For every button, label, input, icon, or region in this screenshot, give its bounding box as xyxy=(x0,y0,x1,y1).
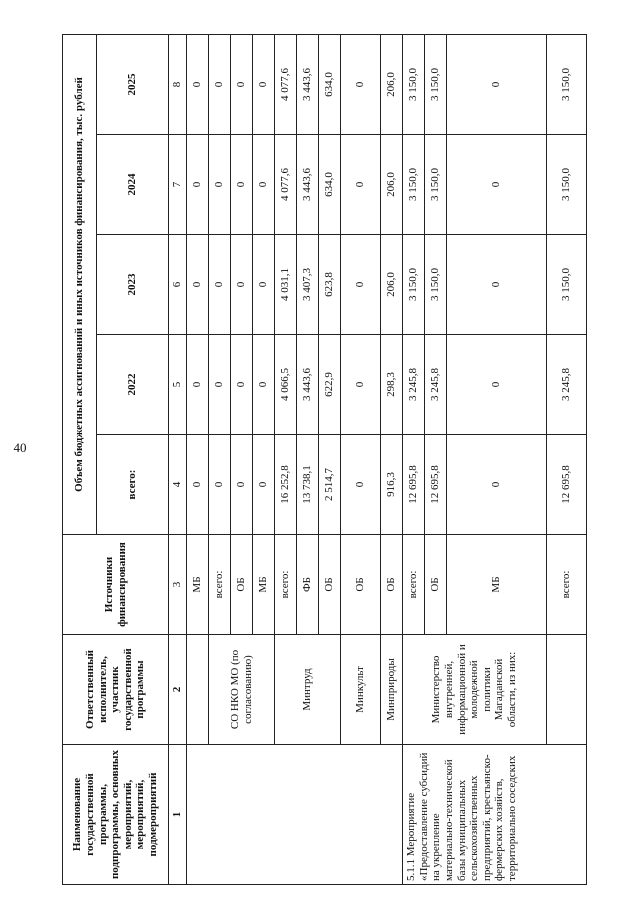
executor-minprirody: Минприроды xyxy=(381,635,403,745)
index-cell: 5 xyxy=(169,335,187,435)
header-year-2023: 2023 xyxy=(97,235,169,335)
value-cell: 0 xyxy=(209,435,231,535)
executor-ministry: Министерство внутренней, информационной и молодежной политики Магаданской области, из них: xyxy=(403,635,547,745)
index-cell: 3 xyxy=(169,535,187,635)
index-cell: 6 xyxy=(169,235,187,335)
value-cell: 3 150,0 xyxy=(547,34,587,134)
index-cell: 4 xyxy=(169,435,187,535)
source-cell: всего: xyxy=(403,535,425,635)
header-year-2022: 2022 xyxy=(97,335,169,435)
source-cell: МБ xyxy=(447,535,547,635)
value-cell: 2 514,7 xyxy=(319,435,341,535)
value-cell: 622,9 xyxy=(319,335,341,435)
value-cell: 16 252,8 xyxy=(275,435,297,535)
source-cell: всего: xyxy=(547,535,587,635)
value-cell: 0 xyxy=(231,235,253,335)
source-cell: ОБ xyxy=(381,535,403,635)
value-cell: 3 150,0 xyxy=(425,34,447,134)
value-cell: 0 xyxy=(341,34,381,134)
value-cell: 3 245,8 xyxy=(425,335,447,435)
value-cell: 0 xyxy=(253,34,275,134)
executor-cell-empty xyxy=(547,635,587,745)
value-cell: 0 xyxy=(447,235,547,335)
source-cell: МБ xyxy=(253,535,275,635)
name-cell-empty xyxy=(187,745,403,885)
value-cell: 206,0 xyxy=(381,235,403,335)
header-name: Наименование государственной программы, подпрограммы, основных мероприятий, мероприятий, подмероприятий xyxy=(63,745,169,885)
value-cell: 4 031,1 xyxy=(275,235,297,335)
index-cell: 2 xyxy=(169,635,187,745)
executor-mintrud: Минтруд xyxy=(275,635,341,745)
source-cell: МБ xyxy=(187,535,209,635)
source-cell: ФБ xyxy=(297,535,319,635)
value-cell: 0 xyxy=(187,34,209,134)
value-cell: 0 xyxy=(341,135,381,235)
source-cell: ОБ xyxy=(425,535,447,635)
value-cell: 0 xyxy=(253,335,275,435)
value-cell: 3 443,6 xyxy=(297,34,319,134)
executor-minkult: Минкульт xyxy=(341,635,381,745)
value-cell: 0 xyxy=(341,235,381,335)
source-cell: всего: xyxy=(209,535,231,635)
value-cell: 0 xyxy=(447,135,547,235)
funding-table xyxy=(62,34,587,885)
header-year-total: всего: xyxy=(97,435,169,535)
index-cell: 1 xyxy=(169,745,187,885)
value-cell: 12 695,8 xyxy=(425,435,447,535)
value-cell: 0 xyxy=(187,435,209,535)
header-year-2024: 2024 xyxy=(97,135,169,235)
value-cell: 0 xyxy=(209,135,231,235)
header-source: Источники финансирования xyxy=(63,535,169,635)
source-cell: ОБ xyxy=(231,535,253,635)
value-cell: 0 xyxy=(447,435,547,535)
value-cell: 0 xyxy=(231,335,253,435)
value-cell: 298,3 xyxy=(381,335,403,435)
value-cell: 0 xyxy=(209,235,231,335)
value-cell: 3 150,0 xyxy=(425,135,447,235)
value-cell: 0 xyxy=(253,135,275,235)
value-cell: 0 xyxy=(253,235,275,335)
value-cell: 3 150,0 xyxy=(403,235,425,335)
value-cell: 3 245,8 xyxy=(403,335,425,435)
value-cell: 0 xyxy=(231,135,253,235)
value-cell: 0 xyxy=(447,335,547,435)
value-cell: 0 xyxy=(187,235,209,335)
value-cell: 4 077,6 xyxy=(275,34,297,134)
header-funding: Объем бюджетных ассигнований и иных источников финансирования, тыс. рублей xyxy=(63,34,97,534)
value-cell: 0 xyxy=(341,335,381,435)
value-cell: 634,0 xyxy=(319,34,341,134)
value-cell: 3 443,6 xyxy=(297,135,319,235)
value-cell: 0 xyxy=(447,34,547,134)
value-cell: 3 150,0 xyxy=(403,135,425,235)
header-year-2025: 2025 xyxy=(97,34,169,134)
source-cell: ОБ xyxy=(341,535,381,635)
value-cell: 0 xyxy=(187,335,209,435)
value-cell: 634,0 xyxy=(319,135,341,235)
value-cell: 4 077,6 xyxy=(275,135,297,235)
header-executor: Ответственный исполнитель, участник государственной программы xyxy=(63,635,169,745)
value-cell: 0 xyxy=(231,34,253,134)
value-cell: 3 443,6 xyxy=(297,335,319,435)
index-cell: 8 xyxy=(169,34,187,134)
value-cell: 206,0 xyxy=(381,135,403,235)
value-cell: 3 150,0 xyxy=(425,235,447,335)
value-cell: 12 695,8 xyxy=(403,435,425,535)
value-cell: 0 xyxy=(231,435,253,535)
value-cell: 13 738,1 xyxy=(297,435,319,535)
executor-cell-empty xyxy=(187,635,209,745)
rotated-table-container xyxy=(62,35,582,885)
value-cell: 3 245,8 xyxy=(547,335,587,435)
value-cell: 623,8 xyxy=(319,235,341,335)
value-cell: 0 xyxy=(187,135,209,235)
value-cell: 0 xyxy=(253,435,275,535)
index-cell: 7 xyxy=(169,135,187,235)
value-cell: 916,3 xyxy=(381,435,403,535)
value-cell: 0 xyxy=(341,435,381,535)
value-cell: 3 150,0 xyxy=(547,135,587,235)
measure-name: 5.1.1 Мероприятие «Предоставление субсидий на укрепление материально-технической базы муниципальных сельскохозяйственных предприятий, крестьянско-фермерских хозяйств, территориально соседских xyxy=(403,745,587,885)
value-cell: 3 150,0 xyxy=(547,235,587,335)
value-cell: 3 407,3 xyxy=(297,235,319,335)
page-number: 40 xyxy=(13,440,27,455)
value-cell: 206,0 xyxy=(381,34,403,134)
value-cell: 0 xyxy=(209,335,231,435)
executor-nko: СО НКО МО (по согласованию) xyxy=(209,635,275,745)
source-cell: всего: xyxy=(275,535,297,635)
value-cell: 4 066,5 xyxy=(275,335,297,435)
value-cell: 3 150,0 xyxy=(403,34,425,134)
source-cell: ОБ xyxy=(319,535,341,635)
value-cell: 0 xyxy=(209,34,231,134)
value-cell: 12 695,8 xyxy=(547,435,587,535)
